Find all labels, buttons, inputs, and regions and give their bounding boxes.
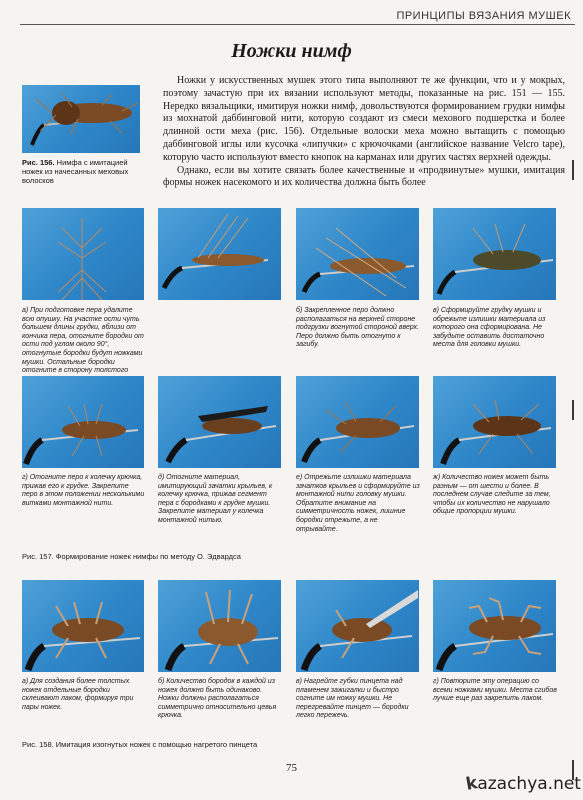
- fig158-photo-b: [158, 580, 281, 672]
- fig158-caption: Рис. 158. Имитация изогнутых ножек с помощью нагретого пинцета: [22, 740, 258, 749]
- fig157-photo-d: [433, 208, 556, 300]
- fig158-step-b: б) Количество бородок в каждой из ножек должно быть одинаково. Ножки должны располагаться симметрично относительно цевья крючка.: [158, 678, 277, 720]
- fig157-step-zh: ж) Количество ножек может быть разным — от шести и более. В последнем случае следите за тем, чтобы их количество не нарушало общие пропорции мушки.: [433, 474, 551, 516]
- body-paragraph-2: Однако, если вы хотите связать более качественные и «продвинутые» мушки, имитация формы ножек насекомого и их количества должна быть более: [163, 164, 565, 189]
- fig157-step-a: а) При подготовке пера удалите всю опушку. На участке ости чуть большем длины грудки, вблизи от кончика пера, отогните бородки от ости под углом около 90°, отогнутые бородки будут ножками мушки. Остальные бородки отогните в сторону толстого: [22, 307, 144, 375]
- fig156-text: Нимфа с имитацией ножек из начесанных меховых волосков: [22, 158, 129, 185]
- running-title: ПРИНЦИПЫ ВЯЗАНИЯ МУШЕК: [396, 10, 571, 22]
- hackle-feather-illustration: [22, 208, 144, 300]
- fly-step-g-illustration: [433, 208, 556, 300]
- heated-tweezers-illustration: [296, 580, 419, 672]
- fig157-caption: Рис. 157. Формирование ножек нимфы по методу О. Эдвардса: [22, 552, 241, 561]
- fig158-photo-a: [22, 580, 144, 672]
- fly-step-d-illustration: [22, 376, 144, 468]
- fig156-label: Рис. 156.: [22, 158, 55, 167]
- fly-step-b-illustration: [158, 208, 281, 300]
- fig157-step-e: е) Отрежьте излишки материала зачатков крыльев и сформируйте из монтажной нити головку мушки. Обратите внимание на симметричность ножек, лишние бородки отрежьте, а не отрывайте.: [296, 474, 420, 533]
- margin-tab-2: [572, 400, 574, 420]
- fig157-photo-e: [22, 376, 144, 468]
- watermark-rest: azachya.net: [477, 774, 581, 794]
- nymph-fly-illustration: [22, 85, 140, 153]
- fig156-caption: [22, 158, 142, 185]
- watermark: [466, 774, 581, 794]
- fig157-photo-a: [22, 208, 144, 300]
- fig158-step-a: а) Для создания более толстых ножек отдельные бородки склеивают лаком, формируя три пары ножек.: [22, 678, 134, 711]
- bent-legs-illustration: [433, 580, 556, 672]
- fig157-photo-b: [158, 208, 281, 300]
- body-text: [163, 75, 565, 190]
- fig158-photo-c: [296, 580, 419, 672]
- header-rule: [20, 24, 575, 25]
- fig157-photo-f: [158, 376, 281, 468]
- fly-step-final-illustration: [433, 376, 556, 468]
- fig157-step-v: в) Сформируйте грудку мушки и обрежьте излишки материала из которого она сформирована. Не забудьте оставить достаточно места для головки мушки.: [433, 307, 546, 349]
- fig157-photo-c: [296, 208, 419, 300]
- margin-tab-1: [572, 160, 574, 180]
- fly-step-e-illustration: [158, 376, 281, 468]
- fig157-step-d: д) Отогните материал, имитирующий зачатки крыльев, к колечку крючка, прижав сегмент пера с бородками к грудке мушки. Закрепите материал у колечка монтажной нитью.: [158, 474, 273, 524]
- fig157-step-b: б) Закрепленное перо должно располагаться на верхней стороне подгрузки вогнутой стороной вверх. Перо должно быть отогнуто к загибу.: [296, 307, 419, 349]
- symmetric-legs-illustration: [158, 580, 281, 672]
- fig158-step-v: в) Нагрейте губки пинцета над пламенем зажигалки и быстро согните им ножку мушки. Не перегревайте пинцет — бородки легко пережечь.: [296, 678, 409, 720]
- fig157-photo-g: [296, 376, 419, 468]
- watermark-k: k: [464, 773, 479, 795]
- fig157-step-g: г) Отогните перо к колечку крючка, прижав его к грудке. Закрепите перо в этом положении несколькими витками монтажной нити.: [22, 474, 145, 507]
- fly-step-zh-illustration: [296, 376, 419, 468]
- fig158-step-g: г) Повторите эту операцию со всеми ножками мушки. Места сгибов лучше еще раз закрепить лаком.: [433, 678, 557, 703]
- glued-legs-illustration: [22, 580, 144, 672]
- section-title: Ножки нимф: [231, 40, 352, 62]
- fig156-photo: [22, 85, 140, 153]
- fig157-photo-h: [433, 376, 556, 468]
- fig158-photo-d: [433, 580, 556, 672]
- running-header: [0, 10, 583, 24]
- fly-step-v-illustration: [296, 208, 419, 300]
- body-paragraph-1: Ножки у искусственных мушек этого типа выполняют те же функции, что и у мокрых, поэтому зачастую при их вязании используют методы, показанные на рис. 151 — 155. Нередко вязальщики, имитируя ножки нимф, довольствуются формированием грудки нимфы из мохнатой даббинговой нити, которую создают из смеси мехового подшерстка и более длинной ости меха (рис. 156). Отдельные волоски меха можно вытащить с помощью даббинговой иглы или кусочка «липучки» с крючочками (английское название Velcro tape), которую часто используют вместо кнопок на карманах или других частях верхней одежды.: [163, 75, 565, 163]
- page-number: 75: [286, 762, 297, 774]
